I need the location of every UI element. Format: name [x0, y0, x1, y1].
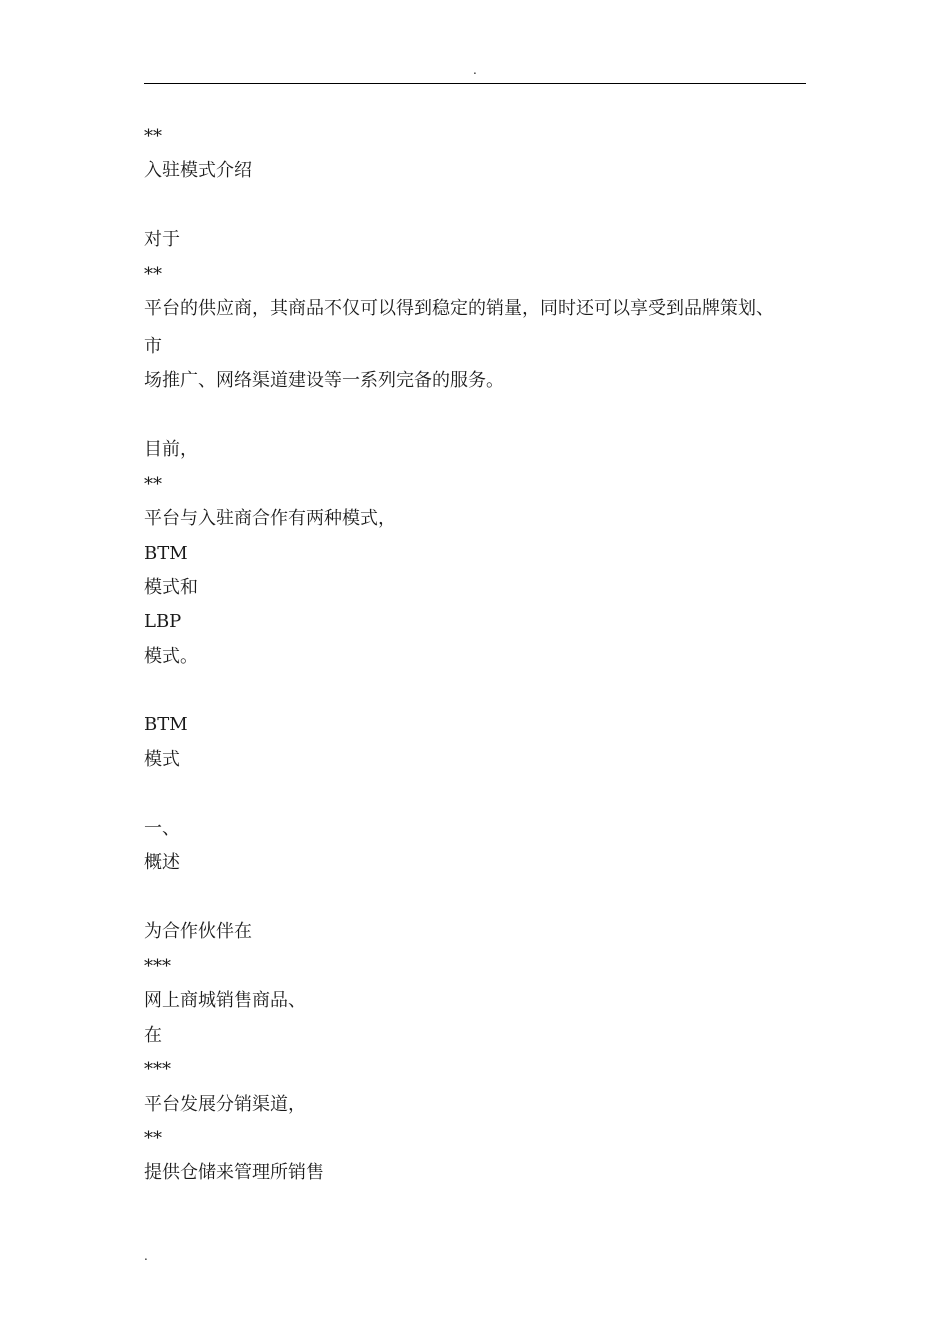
section-title: 概述	[144, 852, 180, 873]
text-line: 一、	[144, 818, 180, 839]
text-line: 网上商城销售商品、	[144, 990, 306, 1011]
text-line: 平台发展分销渠道，	[144, 1094, 306, 1115]
text-line: 对于	[144, 229, 180, 250]
footer-mark: .	[144, 1249, 148, 1263]
text-line: 场推广、网络渠道建设等一系列完备的服务。	[144, 370, 504, 391]
text-line: BTM	[144, 714, 188, 735]
text-line: ***	[144, 1059, 171, 1080]
text-line: 平台的供应商，其商品不仅可以得到稳定的销量，同时还可以享受到品牌策划、	[144, 298, 774, 319]
text-line: 平台与入驻商合作有两种模式，	[144, 508, 396, 529]
text-line: 提供仓储来管理所销售	[144, 1162, 324, 1183]
section-title: 模式	[144, 749, 180, 770]
text-line: LBP	[144, 611, 182, 632]
text-line: **	[144, 1128, 162, 1149]
text-line: **	[144, 264, 162, 285]
text-line: 模式。	[144, 646, 198, 667]
header-mark: .	[473, 63, 477, 77]
text-line: 为合作伙伴在	[144, 921, 252, 942]
text-line: 市	[144, 336, 162, 357]
text-line: BTM	[144, 543, 188, 564]
text-line: **	[144, 474, 162, 495]
header-rule	[144, 83, 806, 84]
section-title: 入驻模式介绍	[144, 160, 252, 181]
text-line: 目前，	[144, 439, 198, 460]
text-line: 模式和	[144, 577, 198, 598]
text-line: 在	[144, 1025, 162, 1046]
text-line: ***	[144, 956, 171, 977]
text-line: **	[144, 126, 162, 147]
